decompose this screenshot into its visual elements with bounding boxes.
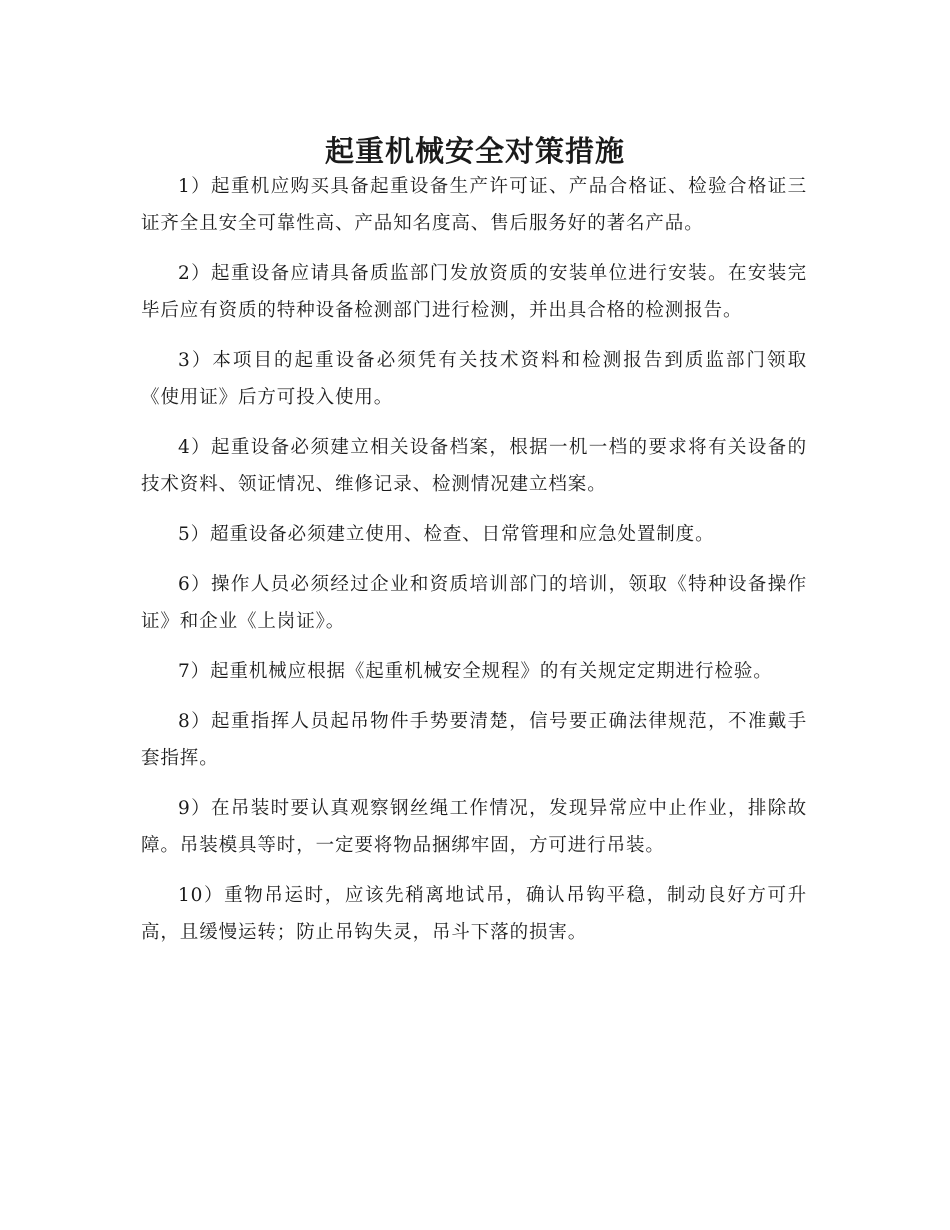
page-title: 起重机械安全对策措施 (324, 134, 625, 169)
document-body (141, 168, 807, 964)
paragraph-7: 7）起重机械应根据《起重机械安全规程》的有关规定定期进行检验。 (178, 661, 773, 682)
paragraph-4: 4）起重设备必须建立相关设备档案，根据一机一档的要求将有关设备的技术资料、领证情况、维修记录、检测情况建立档案。 (141, 437, 807, 495)
paragraph-8: 8）起重指挥人员起吊物件手势要清楚，信号要正确法律规范，不准戴手套指挥。 (141, 711, 807, 769)
paragraph-2: 2）起重设备应请具备质监部门发放资质的安装单位进行安装。在安装完毕后应有资质的特种设备检测部门进行检测，并出具合格的检测报告。 (141, 263, 807, 321)
paragraph-1: 1）起重机应购买具备起重设备生产许可证、产品合格证、检验合格证三证齐全且安全可靠性高、产品知名度高、售后服务好的著名产品。 (141, 176, 807, 234)
paragraph-6: 6）操作人员必须经过企业和资质培训部门的培训，领取《特种设备操作证》和企业《上岗证》。 (141, 574, 807, 632)
paragraph-10: 10）重物吊运时，应该先稍离地试吊，确认吊钩平稳，制动良好方可升高，且缓慢运转；防止吊钩失灵，吊斗下落的损害。 (141, 885, 807, 943)
paragraph-5: 5）超重设备必须建立使用、检查、日常管理和应急处置制度。 (178, 524, 715, 545)
paragraph-3: 3）本项目的起重设备必须凭有关技术资料和检测报告到质监部门领取《使用证》后方可投入使用。 (141, 350, 807, 408)
paragraph-9: 9）在吊装时要认真观察钢丝绳工作情况，发现异常应中止作业，排除故障。吊装模具等时，一定要将物品捆绑牢固，方可进行吊装。 (141, 798, 807, 856)
